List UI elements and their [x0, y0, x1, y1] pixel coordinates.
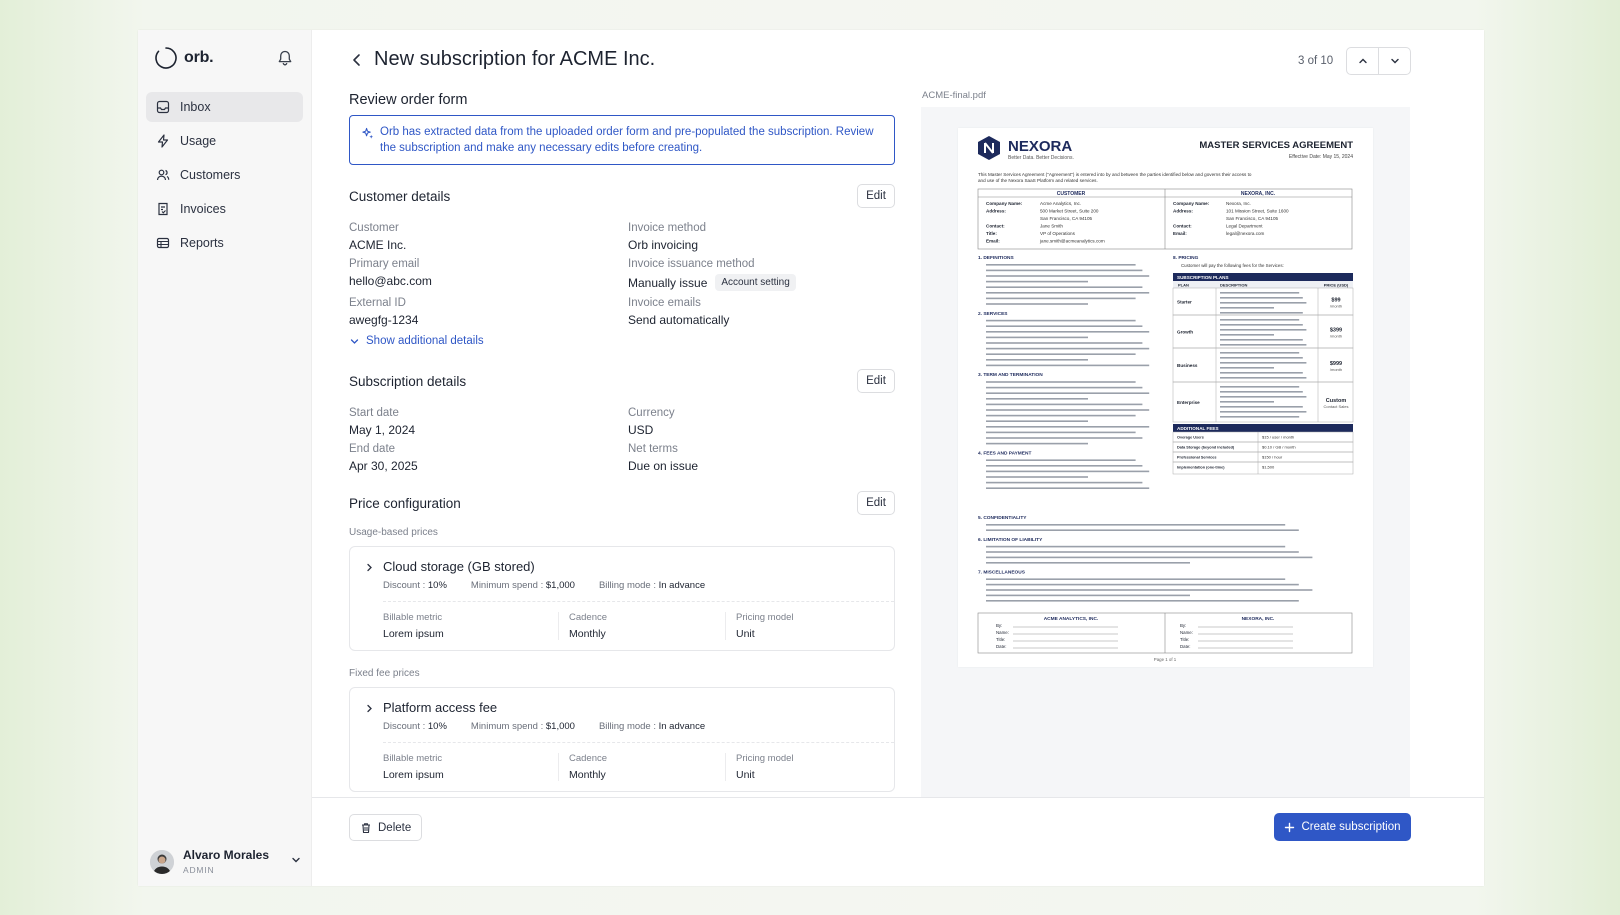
party-value: 500 Market Street, Suite 200: [1040, 208, 1099, 214]
section-body-line: [986, 578, 1285, 580]
section-body-line: [986, 392, 1149, 394]
invoice-issuance-field: [628, 258, 895, 291]
next-button[interactable]: [1378, 47, 1411, 75]
link-label: Show additional details: [366, 335, 484, 347]
meta-label: Discount :: [383, 721, 426, 732]
section-body-line: [986, 365, 1149, 367]
subscription-details-section: [349, 369, 895, 473]
sidebar-item-customers[interactable]: [146, 160, 303, 190]
meta-label: Billing mode :: [598, 580, 656, 591]
meta-label: Minimum spend :: [470, 580, 544, 591]
chevron-right-icon[interactable]: [364, 562, 375, 573]
field-label: Customer: [349, 222, 399, 234]
cell-value: Unit: [736, 628, 755, 640]
order-form: [349, 92, 895, 797]
section-body-line: [986, 546, 1285, 548]
users-icon: [156, 168, 170, 182]
document-page[interactable]: [958, 128, 1373, 667]
section-heading: 5. CONFIDENTIALITY: [978, 516, 1027, 521]
plan-price: Custom: [1325, 398, 1347, 404]
plan-description-line: [1220, 411, 1306, 413]
section-body-line: [986, 487, 1149, 489]
price-meta: [383, 580, 894, 591]
subscription-fields: [349, 407, 895, 473]
section-body-line: [986, 270, 1142, 272]
intro-line: and use of the Nexora SaaS Platform and related services.: [978, 178, 1098, 183]
cell-label: Cadence: [569, 753, 608, 764]
plan-description-line: [1220, 319, 1299, 321]
party-key: Address:: [986, 208, 1006, 214]
field-value: [628, 274, 895, 291]
section-body-line: [986, 320, 1136, 322]
sidebar-item-inbox[interactable]: [146, 92, 303, 122]
sidebar-item-label: Usage: [180, 134, 217, 148]
party-value: Nexora, Inc.: [1226, 201, 1251, 206]
plan-description-line: [1220, 357, 1303, 359]
currency-field: [628, 407, 895, 437]
brand[interactable]: [154, 46, 213, 70]
plan-description-line: [1220, 377, 1306, 379]
price-card-cloud-storage[interactable]: [349, 546, 895, 651]
plans-col-label: DESCRIPTION: [1220, 282, 1248, 288]
sidebar-item-label: Inbox: [180, 100, 211, 114]
section-body-line: [986, 281, 1088, 283]
plan-description-line: [1220, 297, 1303, 299]
fee-name: Data Storage (beyond included): [1177, 445, 1235, 450]
section-body-line: [986, 298, 1136, 300]
plan-description-line: [1220, 344, 1306, 346]
customer-details-title: Customer details: [349, 189, 451, 204]
discount-meta: [383, 721, 447, 732]
delete-button[interactable]: [349, 814, 422, 841]
start-date-field: [349, 407, 628, 437]
party-key: Address:: [1173, 208, 1193, 214]
user-menu[interactable]: [150, 848, 302, 875]
plan-price-unit: /month: [1329, 303, 1343, 309]
bolt-icon: [156, 134, 170, 148]
party-value: jane.smith@acmeanalytics.com: [1040, 238, 1105, 244]
section-body-line: [986, 562, 1190, 564]
previous-button[interactable]: [1346, 47, 1379, 75]
fee-name: Overage Users: [1177, 435, 1204, 440]
plan-price: $999: [1329, 361, 1343, 367]
field-value: Orb invoicing: [628, 238, 699, 252]
plan-name: Growth: [1177, 329, 1194, 335]
back-arrow-icon[interactable]: [349, 52, 365, 68]
min-spend-meta: [471, 721, 575, 732]
section-body-line: [986, 471, 1149, 473]
billable-metric-cell: [383, 753, 559, 781]
section-body-line: [986, 557, 1312, 559]
party-value: legal@nexora.com: [1226, 231, 1265, 236]
cell-value: Monthly: [569, 769, 606, 781]
plan-description-line: [1220, 396, 1306, 398]
section-body-line: [986, 404, 1142, 406]
invoice-method-field: [628, 222, 895, 252]
section-body-line: [986, 437, 1142, 439]
external-id-field: [349, 297, 628, 327]
cadence-cell: [559, 612, 726, 640]
user-role: ADMIN: [183, 865, 215, 875]
section-body-line: [986, 303, 1088, 305]
field-label: Start date: [349, 407, 399, 419]
banner-text: Orb has extracted data from the uploaded order form and pre-populated the subscription. Review the subscription and make any necessary edits before creating.: [380, 126, 874, 154]
section-heading: 6. LIMITATION OF LIABILITY: [978, 537, 1043, 543]
cell-value: Unit: [736, 769, 755, 781]
page-title: New subscription for ACME Inc.: [374, 48, 656, 70]
plan-price: $99: [1331, 297, 1341, 304]
sidebar-item-usage[interactable]: [146, 126, 303, 156]
field-label: Currency: [628, 407, 675, 419]
plan-price-unit: Contact Sales: [1323, 404, 1349, 409]
section-body-line: [986, 584, 1299, 586]
sidebar-item-label: Customers: [180, 168, 241, 182]
price-card-platform-access[interactable]: [349, 687, 895, 792]
signature-field: By:: [996, 623, 1003, 628]
plan-description-line: [1220, 302, 1306, 304]
signature-party: NEXORA, INC.: [1241, 617, 1275, 622]
chevron-down-icon: [1389, 55, 1401, 67]
section-heading: 4. FEES AND PAYMENT: [978, 451, 1032, 457]
cell-label: Billable metric: [383, 753, 443, 764]
customer-details-section: [349, 184, 895, 347]
section-body-line: [986, 409, 1149, 411]
section-heading: 7. MISCELLANEOUS: [978, 570, 1025, 576]
footer-bar: [312, 797, 1484, 886]
field-value: ACME Inc.: [349, 238, 407, 252]
party-key: Contact:: [986, 223, 1005, 229]
fee-value: $1,500: [1262, 464, 1275, 470]
orb-logo-icon: [154, 46, 178, 70]
section-body-line: [986, 529, 1299, 531]
plan-price-unit: /month: [1329, 367, 1343, 372]
section-heading: 3. TERM AND TERMINATION: [978, 373, 1043, 379]
party-header: NEXORA, INC.: [1240, 191, 1276, 197]
party-value: Jane Smith: [1040, 223, 1063, 229]
party-key: Contact:: [1173, 223, 1192, 229]
section-body-line: [986, 387, 1142, 389]
fee-value: $0.10 / GB / month: [1262, 444, 1296, 450]
field-value: Send automatically: [628, 313, 730, 327]
section-body-line: [986, 359, 1088, 361]
end-date-field: [349, 443, 628, 473]
extraction-banner: [349, 115, 895, 165]
section-body-line: [986, 353, 1136, 355]
document-page-render: [958, 128, 1373, 667]
fee-name: Professional Services: [1177, 455, 1217, 460]
customer-field: [349, 222, 628, 252]
price-meta: [383, 721, 894, 732]
plan-price-unit: /month: [1329, 333, 1343, 339]
section-body-line: [986, 398, 1088, 400]
plans-header: SUBSCRIPTION PLANS: [1177, 275, 1229, 280]
section-body-line: [986, 589, 1312, 591]
account-setting-badge: Account setting: [715, 274, 795, 291]
cell-value: Lorem ipsum: [383, 769, 444, 781]
meta-value: In advance: [658, 721, 706, 732]
plan-description-line: [1220, 401, 1274, 403]
review-title: Review order form: [349, 92, 468, 108]
cell-value: Lorem ipsum: [383, 628, 444, 640]
section-body-line: [986, 420, 1088, 422]
issuance-value: Manually issue: [628, 275, 708, 290]
sparkle-icon: [361, 127, 374, 140]
fee-value: $15 / user / month: [1262, 434, 1295, 440]
price-configuration-title: Price configuration: [349, 496, 461, 511]
cell-value: Monthly: [569, 628, 606, 640]
price-configuration-section: [349, 491, 895, 792]
section-body-line: [986, 524, 1285, 526]
price-attributes: [383, 612, 894, 640]
section-body-line: [986, 459, 1136, 461]
invoice-emails-field: [628, 297, 895, 327]
plan-description-line: [1220, 307, 1274, 309]
sidebar-item-label: Reports: [180, 236, 224, 250]
intro-line: This Master Services Agreement ("Agreement") is entered into by and between the parties identified below and governs their access to: [978, 172, 1252, 177]
party-value: VP of Operations: [1040, 231, 1075, 236]
plan-name: Starter: [1177, 299, 1192, 305]
user-name: Alvaro Morales: [183, 848, 270, 862]
party-value: Acme Analytics, Inc.: [1040, 201, 1082, 206]
meta-value: $1,000: [545, 721, 575, 732]
sidebar-nav: [146, 92, 303, 262]
sidebar: [138, 30, 312, 886]
document-filename: ACME-final.pdf: [922, 90, 986, 101]
section-body-line: [986, 381, 1136, 383]
price-title: Platform access fee: [383, 700, 498, 715]
plus-icon: [1284, 822, 1295, 833]
billing-mode-meta: [599, 721, 705, 732]
plan-description-line: [1220, 352, 1299, 354]
subscription-details-title: Subscription details: [349, 374, 467, 389]
chevron-up-icon: [1357, 55, 1369, 67]
section-body-line: [986, 415, 1136, 417]
party-value: San Francisco, CA 94105: [1040, 216, 1093, 221]
field-label: Primary email: [349, 258, 420, 270]
divider: [383, 742, 894, 743]
plan-description-line: [1220, 334, 1274, 336]
plan-description-line: [1220, 391, 1303, 393]
section-body-line: [986, 595, 1190, 597]
delete-label: Delete: [378, 821, 412, 834]
meta-value: 10%: [427, 580, 447, 591]
plan-description-line: [1220, 312, 1303, 314]
app-window: [138, 30, 1484, 886]
section-body-line: [986, 432, 1136, 434]
fixed-prices-label: Fixed fee prices: [349, 668, 420, 679]
section-body-line: [986, 426, 1149, 428]
pricing-model-cell: [726, 753, 894, 781]
price-attributes: [383, 753, 894, 781]
party-key: Email:: [986, 238, 1000, 244]
party-key: Company Name:: [1173, 201, 1210, 206]
price-edit-button[interactable]: Edit: [857, 491, 895, 515]
plan-description-line: [1220, 416, 1299, 418]
party-header: CUSTOMER: [1056, 191, 1086, 197]
page-number: Page 1 of 1: [1153, 657, 1177, 662]
document-viewer[interactable]: [921, 107, 1410, 797]
customer-fields: [349, 222, 895, 327]
plan-description-line: [1220, 386, 1299, 388]
field-label: Invoice emails: [628, 297, 701, 309]
pricing-intro: Customer will pay the following fees for the Services:: [1181, 263, 1284, 268]
chevron-down-icon: [349, 336, 360, 347]
pager-count: 3 of 10: [1298, 55, 1334, 67]
cell-label: Pricing model: [736, 612, 794, 623]
plan-description-line: [1220, 339, 1303, 341]
section-heading: 2. SERVICES: [978, 311, 1008, 317]
meta-value: 10%: [427, 721, 447, 732]
section-body-line: [986, 292, 1149, 294]
min-spend-meta: [471, 580, 575, 591]
primary-email-field: [349, 258, 628, 291]
signature-field: Date:: [1180, 644, 1191, 649]
field-label: Invoice method: [628, 222, 706, 234]
invoice-icon: [156, 202, 170, 216]
pricing-heading: 8. PRICING: [1173, 256, 1199, 261]
plan-name: Business: [1177, 363, 1198, 368]
trash-icon: [360, 822, 372, 834]
pricing-model-cell: [726, 612, 894, 640]
plans-col-label: PRICE (USD): [1323, 282, 1349, 288]
create-label: Create subscription: [1301, 821, 1401, 833]
plan-description-line: [1220, 324, 1303, 326]
section-body-line: [986, 348, 1149, 350]
party-key: Email:: [1173, 231, 1187, 236]
price-title: Cloud storage (GB stored): [383, 559, 535, 574]
field-label: External ID: [349, 297, 406, 309]
sidebar-item-invoices[interactable]: [146, 194, 303, 224]
section-body-line: [986, 331, 1149, 333]
page-header: [312, 30, 1484, 92]
plan-description-line: [1220, 329, 1306, 331]
cell-label: Pricing model: [736, 753, 794, 764]
plan-description-line: [1220, 362, 1306, 364]
fees-header: ADDITIONAL FEES: [1177, 426, 1219, 431]
field-value: Apr 30, 2025: [349, 459, 418, 473]
signature-field: Title:: [996, 637, 1006, 642]
chevron-down-icon: [290, 854, 302, 866]
nexora-logo-text: NEXORA: [1008, 138, 1073, 155]
billing-mode-meta: [599, 580, 705, 591]
field-value: May 1, 2024: [349, 423, 416, 437]
section-body-line: [986, 600, 1299, 602]
plan-price: $399: [1329, 327, 1343, 334]
section-body-line: [986, 325, 1142, 327]
section-body-line: [986, 443, 1088, 445]
signature-field: Name:: [1180, 630, 1193, 635]
nexora-tagline: Better Data. Better Decisions.: [1008, 155, 1074, 161]
signature-field: Date:: [996, 644, 1007, 649]
create-subscription-button[interactable]: [1274, 813, 1411, 841]
meta-label: Discount :: [383, 580, 426, 591]
effective-date: Effective Date: May 15, 2024: [1288, 154, 1353, 160]
section-body-line: [986, 342, 1142, 344]
field-value: awegfg-1234: [349, 313, 419, 327]
divider: [383, 601, 894, 602]
section-body-line: [986, 275, 1149, 277]
party-key: Title:: [986, 231, 997, 236]
plan-description-line: [1220, 372, 1303, 374]
party-value: 101 Mission Street, Suite 1600: [1226, 208, 1289, 214]
sidebar-item-label: Invoices: [180, 202, 226, 216]
chevron-right-icon[interactable]: [364, 703, 375, 714]
plan-description-line: [1220, 367, 1274, 369]
usage-prices-label: Usage-based prices: [349, 527, 438, 538]
plan-name: Enterprise: [1177, 400, 1200, 405]
inbox-icon: [156, 100, 170, 114]
cadence-cell: [559, 753, 726, 781]
section-body-line: [986, 482, 1142, 484]
cell-label: Billable metric: [383, 612, 443, 623]
section-body-line: [986, 286, 1142, 288]
section-body-line: [986, 551, 1299, 553]
meta-label: Billing mode :: [598, 721, 656, 732]
fee-value: $150 / hour: [1262, 454, 1283, 460]
discount-meta: [383, 580, 447, 591]
section-heading: 1. DEFINITIONS: [978, 256, 1014, 261]
section-body-line: [986, 264, 1136, 266]
field-value: USD: [628, 423, 654, 437]
signature-party: ACME ANALYTICS, INC.: [1043, 617, 1099, 622]
signature-field: By:: [1180, 623, 1187, 628]
field-label: End date: [349, 443, 396, 455]
show-additional-details-link[interactable]: [349, 335, 895, 347]
section-body-line: [986, 337, 1088, 339]
table-icon: [156, 236, 170, 250]
section-body-line: [986, 476, 1088, 478]
agreement-heading: MASTER SERVICES AGREEMENT: [1199, 140, 1353, 151]
plan-description-line: [1220, 406, 1303, 408]
subscription-edit-button[interactable]: Edit: [857, 369, 895, 393]
plans-col-label: PLAN: [1178, 282, 1189, 288]
avatar: [150, 850, 174, 874]
section-body-line: [986, 465, 1142, 467]
plan-description-line: [1220, 292, 1299, 294]
main-panel: [312, 30, 1484, 886]
cell-label: Cadence: [569, 612, 608, 623]
customer-edit-button[interactable]: Edit: [857, 184, 895, 208]
billable-metric-cell: [383, 612, 559, 640]
meta-value: $1,000: [545, 580, 575, 591]
meta-value: In advance: [658, 580, 706, 591]
meta-label: Minimum spend :: [470, 721, 544, 732]
signature-field: Title:: [1180, 637, 1190, 642]
bell-icon[interactable]: [275, 48, 295, 68]
party-key: Company Name:: [986, 201, 1023, 206]
field-label: Invoice issuance method: [628, 258, 755, 270]
brand-name: orb.: [184, 49, 214, 66]
field-value: Due on issue: [628, 459, 699, 473]
party-value: San Francisco, CA 94105: [1226, 216, 1279, 221]
field-label: Net terms: [628, 443, 678, 455]
signature-field: Name:: [996, 630, 1009, 635]
net-terms-field: [628, 443, 895, 473]
field-value: hello@abc.com: [349, 274, 432, 288]
sidebar-item-reports[interactable]: [146, 228, 303, 258]
fee-name: Implementation (one-time): [1177, 465, 1225, 470]
party-value: Legal Department: [1226, 223, 1263, 229]
